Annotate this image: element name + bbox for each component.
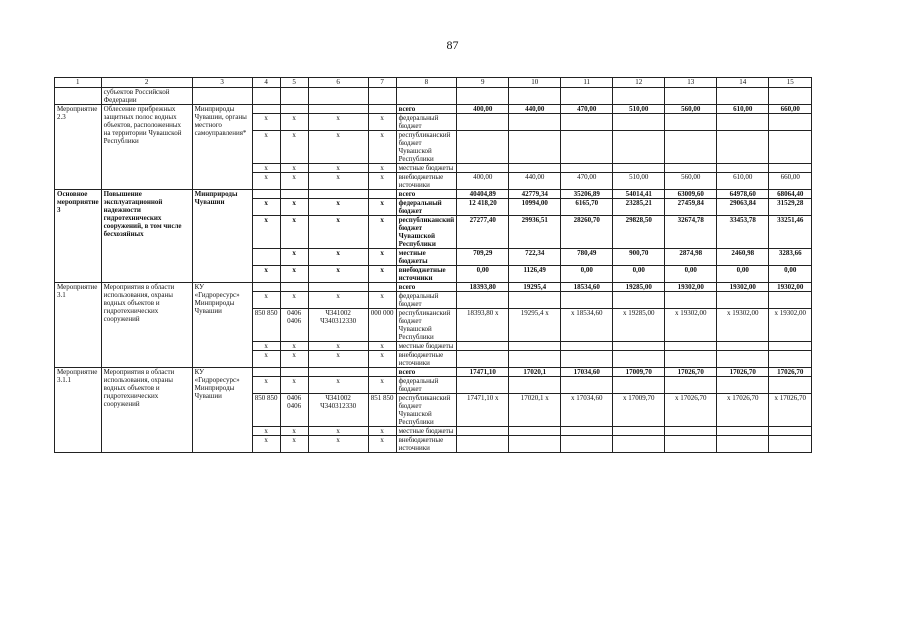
funding-source-cell: республиканский бюджет Чувашской Республики: [396, 309, 457, 342]
value-cell: 0,00: [769, 266, 812, 283]
code-cell: [252, 249, 280, 266]
code-cell: x: [252, 114, 280, 131]
value-cell: 18393,80: [457, 283, 509, 292]
value-cell: x 19285,00: [613, 309, 665, 342]
column-header: 7: [368, 78, 396, 88]
funding-source-cell: всего: [396, 368, 457, 377]
value-cell: 42779,34: [509, 190, 561, 199]
code-cell: 850 850: [252, 309, 280, 342]
value-cell: [457, 131, 509, 164]
funding-source-cell: местные бюджеты: [396, 164, 457, 173]
funding-source-cell: всего: [396, 283, 457, 292]
funding-source-cell: федеральный бюджет: [396, 292, 457, 309]
value-cell: [717, 292, 769, 309]
code-cell: x: [308, 114, 368, 131]
executor-cell: Минприроды Чувашии, органы местного самоуправления*: [192, 105, 252, 190]
code-cell: x: [252, 342, 280, 351]
code-cell: [252, 368, 280, 377]
code-cell: x: [308, 249, 368, 266]
code-cell: x: [280, 436, 308, 453]
value-cell: 17026,70: [717, 368, 769, 377]
empty-cell: [55, 88, 102, 105]
value-cell: [509, 114, 561, 131]
column-header: 2: [101, 78, 192, 88]
executor-cell: КУ «Гидроресурс» Минприроды Чувашии: [192, 283, 252, 368]
code-cell: [368, 368, 396, 377]
page-number: 87: [446, 38, 459, 52]
value-cell: 27277,40: [457, 216, 509, 249]
measure-name-cell: Облесение прибрежных защитных полос водных объектов, расположенных на территории Чувашской Республики: [101, 105, 192, 190]
value-cell: [561, 164, 613, 173]
value-cell: x 17026,70: [717, 394, 769, 427]
value-cell: 19302,00: [769, 283, 812, 292]
value-cell: [717, 114, 769, 131]
code-cell: x: [308, 427, 368, 436]
value-cell: [769, 436, 812, 453]
measure-label-cell: Мероприятие 3.1: [55, 283, 102, 368]
column-header: 4: [252, 78, 280, 88]
value-cell: [717, 351, 769, 368]
code-cell: x: [280, 199, 308, 216]
value-cell: 0,00: [613, 266, 665, 283]
value-cell: [457, 351, 509, 368]
code-cell: x: [368, 292, 396, 309]
value-cell: [769, 427, 812, 436]
code-cell: 0406 0406: [280, 309, 308, 342]
table-row: [55, 283, 812, 292]
value-cell: 17026,70: [769, 368, 812, 377]
value-cell: [613, 164, 665, 173]
measure-name-cell: Мероприятия в области использования, охраны водных объектов и гидротехнических сооружений: [101, 368, 192, 453]
code-cell: x: [308, 351, 368, 368]
code-cell: [252, 283, 280, 292]
code-cell: x: [280, 216, 308, 249]
value-cell: 17034,60: [561, 368, 613, 377]
empty-cell: [717, 88, 769, 105]
value-cell: 29063,84: [717, 199, 769, 216]
code-cell: x: [280, 292, 308, 309]
value-cell: 2460,98: [717, 249, 769, 266]
code-cell: x: [280, 131, 308, 164]
executor-cell: Минприроды Чувашии: [192, 190, 252, 283]
code-cell: [368, 283, 396, 292]
funding-source-cell: республиканский бюджет Чувашской Республики: [396, 216, 457, 249]
value-cell: 470,00: [561, 105, 613, 114]
value-cell: [717, 131, 769, 164]
code-cell: x: [368, 249, 396, 266]
code-cell: Ч341002 Ч340312330: [308, 309, 368, 342]
value-cell: 28260,70: [561, 216, 613, 249]
code-cell: x: [308, 131, 368, 164]
value-cell: 33453,78: [717, 216, 769, 249]
value-cell: 35206,89: [561, 190, 613, 199]
value-cell: 722,34: [509, 249, 561, 266]
value-cell: 660,00: [769, 173, 812, 190]
value-cell: 63009,60: [665, 190, 717, 199]
measure-label-cell: Мероприятие 2.3: [55, 105, 102, 190]
empty-cell: [396, 88, 457, 105]
value-cell: 64978,60: [717, 190, 769, 199]
measure-name-cell: Повышение эксплуатационной надежности гидротехнических сооружений, в том числе бесхозяйных: [101, 190, 192, 283]
value-cell: [717, 427, 769, 436]
value-cell: 400,00: [457, 105, 509, 114]
code-cell: x: [280, 351, 308, 368]
value-cell: 560,00: [665, 105, 717, 114]
value-cell: [561, 292, 613, 309]
value-cell: 19295,4 x: [509, 309, 561, 342]
code-cell: [280, 283, 308, 292]
value-cell: 440,00: [509, 173, 561, 190]
code-cell: x: [368, 131, 396, 164]
value-cell: 17026,70: [665, 368, 717, 377]
value-cell: 0,00: [665, 266, 717, 283]
value-cell: [665, 164, 717, 173]
column-header: 6: [308, 78, 368, 88]
value-cell: 6165,70: [561, 199, 613, 216]
code-cell: x: [280, 164, 308, 173]
column-header: 3: [192, 78, 252, 88]
value-cell: [769, 292, 812, 309]
value-cell: 440,00: [509, 105, 561, 114]
code-cell: x: [280, 114, 308, 131]
value-cell: [717, 164, 769, 173]
code-cell: x: [280, 377, 308, 394]
value-cell: [717, 342, 769, 351]
value-cell: 17471,10 x: [457, 394, 509, 427]
value-cell: [665, 436, 717, 453]
value-cell: [561, 342, 613, 351]
code-cell: x: [252, 199, 280, 216]
column-header: 8: [396, 78, 457, 88]
value-cell: [509, 164, 561, 173]
value-cell: [457, 377, 509, 394]
code-cell: x: [368, 173, 396, 190]
code-cell: x: [368, 377, 396, 394]
value-cell: 29828,50: [613, 216, 665, 249]
value-cell: 19285,00: [613, 283, 665, 292]
code-cell: x: [368, 266, 396, 283]
value-cell: [509, 351, 561, 368]
column-header: 15: [769, 78, 812, 88]
code-cell: x: [280, 173, 308, 190]
value-cell: [665, 292, 717, 309]
value-cell: [561, 427, 613, 436]
value-cell: [769, 342, 812, 351]
value-cell: 19295,4: [509, 283, 561, 292]
empty-cell: [280, 88, 308, 105]
value-cell: 31529,28: [769, 199, 812, 216]
value-cell: [665, 377, 717, 394]
code-cell: x: [252, 292, 280, 309]
value-cell: x 18534,60: [561, 309, 613, 342]
code-cell: Ч341002 Ч340312330: [308, 394, 368, 427]
value-cell: 660,00: [769, 105, 812, 114]
value-cell: 17471,10: [457, 368, 509, 377]
empty-cell: [613, 88, 665, 105]
code-cell: x: [252, 216, 280, 249]
funding-source-cell: местные бюджеты: [396, 249, 457, 266]
value-cell: 18534,60: [561, 283, 613, 292]
funding-source-cell: местные бюджеты: [396, 342, 457, 351]
empty-cell: [308, 88, 368, 105]
measure-name-cell: субъектов Российской Федерации: [101, 88, 192, 105]
code-cell: x: [308, 342, 368, 351]
value-cell: [457, 427, 509, 436]
code-cell: 850 850: [252, 394, 280, 427]
code-cell: x: [252, 131, 280, 164]
value-cell: [717, 436, 769, 453]
column-header: 10: [509, 78, 561, 88]
value-cell: 610,00: [717, 105, 769, 114]
value-cell: [613, 342, 665, 351]
value-cell: 29936,51: [509, 216, 561, 249]
code-cell: x: [252, 436, 280, 453]
value-cell: 1126,49: [509, 266, 561, 283]
value-cell: x 17026,70: [665, 394, 717, 427]
value-cell: 610,00: [717, 173, 769, 190]
value-cell: x 19302,00: [665, 309, 717, 342]
column-header: 14: [717, 78, 769, 88]
value-cell: [457, 164, 509, 173]
value-cell: 18393,80 x: [457, 309, 509, 342]
code-cell: [252, 105, 280, 114]
code-cell: x: [368, 342, 396, 351]
column-header: 9: [457, 78, 509, 88]
code-cell: x: [308, 216, 368, 249]
value-cell: [769, 131, 812, 164]
value-cell: [769, 351, 812, 368]
value-cell: [509, 131, 561, 164]
value-cell: [613, 377, 665, 394]
funding-source-cell: федеральный бюджет: [396, 377, 457, 394]
table-body: [55, 78, 812, 453]
code-cell: x: [308, 199, 368, 216]
measure-label-cell: Мероприятие 3.1.1: [55, 368, 102, 453]
value-cell: [457, 114, 509, 131]
code-cell: x: [368, 427, 396, 436]
code-cell: [308, 190, 368, 199]
executor-cell: КУ «Гидроресурс» Минприроды Чувашии: [192, 368, 252, 453]
funding-source-cell: всего: [396, 105, 457, 114]
value-cell: 3283,66: [769, 249, 812, 266]
value-cell: 12 418,20: [457, 199, 509, 216]
value-cell: 17009,70: [613, 368, 665, 377]
funding-source-cell: внебюджетные источники: [396, 436, 457, 453]
code-cell: x: [368, 436, 396, 453]
empty-cell: [368, 88, 396, 105]
value-cell: [561, 436, 613, 453]
table-row: [55, 190, 812, 199]
value-cell: [613, 131, 665, 164]
table-row: [55, 105, 812, 114]
value-cell: [509, 292, 561, 309]
funding-source-cell: федеральный бюджет: [396, 199, 457, 216]
value-cell: [769, 377, 812, 394]
code-cell: x: [368, 351, 396, 368]
funding-source-cell: местные бюджеты: [396, 427, 457, 436]
code-cell: x: [252, 173, 280, 190]
value-cell: [613, 114, 665, 131]
code-cell: x: [252, 377, 280, 394]
table-row: [55, 368, 812, 377]
funding-source-cell: республиканский бюджет Чувашской Республики: [396, 394, 457, 427]
code-cell: 000 000: [368, 309, 396, 342]
value-cell: [509, 427, 561, 436]
code-cell: 0406 0406: [280, 394, 308, 427]
value-cell: [665, 114, 717, 131]
budget-table: [54, 77, 812, 453]
code-cell: x: [308, 436, 368, 453]
value-cell: 560,00: [665, 173, 717, 190]
funding-source-cell: всего: [396, 190, 457, 199]
code-cell: x: [368, 164, 396, 173]
value-cell: 900,70: [613, 249, 665, 266]
header-row: [55, 78, 812, 88]
value-cell: [509, 377, 561, 394]
value-cell: [665, 131, 717, 164]
value-cell: 0,00: [457, 266, 509, 283]
code-cell: x: [308, 266, 368, 283]
value-cell: [457, 436, 509, 453]
value-cell: 40404,89: [457, 190, 509, 199]
value-cell: x 17026,70: [769, 394, 812, 427]
code-cell: [280, 105, 308, 114]
funding-source-cell: внебюджетные источники: [396, 266, 457, 283]
value-cell: 709,29: [457, 249, 509, 266]
code-cell: [368, 190, 396, 199]
measure-name-cell: Мероприятия в области использования, охраны водных объектов и гидротехнических сооружений: [101, 283, 192, 368]
funding-source-cell: республиканский бюджет Чувашской Республики: [396, 131, 457, 164]
value-cell: 400,00: [457, 173, 509, 190]
value-cell: 780,49: [561, 249, 613, 266]
value-cell: [561, 131, 613, 164]
code-cell: x: [308, 173, 368, 190]
value-cell: 27459,84: [665, 199, 717, 216]
value-cell: 32674,78: [665, 216, 717, 249]
value-cell: [561, 377, 613, 394]
code-cell: x: [308, 292, 368, 309]
column-header: 1: [55, 78, 102, 88]
value-cell: [561, 351, 613, 368]
empty-cell: [509, 88, 561, 105]
column-header: 11: [561, 78, 613, 88]
code-cell: [308, 105, 368, 114]
code-cell: x: [368, 216, 396, 249]
value-cell: 10994,00: [509, 199, 561, 216]
code-cell: x: [252, 427, 280, 436]
code-cell: [252, 190, 280, 199]
value-cell: [457, 342, 509, 351]
funding-source-cell: внебюджетные источники: [396, 173, 457, 190]
empty-cell: [769, 88, 812, 105]
value-cell: 510,00: [613, 173, 665, 190]
value-cell: [509, 436, 561, 453]
empty-cell: [561, 88, 613, 105]
value-cell: [717, 377, 769, 394]
empty-cell: [665, 88, 717, 105]
value-cell: [665, 351, 717, 368]
value-cell: [613, 292, 665, 309]
value-cell: [613, 427, 665, 436]
code-cell: 851 850: [368, 394, 396, 427]
funding-source-cell: федеральный бюджет: [396, 114, 457, 131]
empty-cell: [252, 88, 280, 105]
measure-label-cell: Основное мероприятие 3: [55, 190, 102, 283]
value-cell: 470,00: [561, 173, 613, 190]
empty-cell: [457, 88, 509, 105]
value-cell: [665, 427, 717, 436]
value-cell: 0,00: [561, 266, 613, 283]
value-cell: [509, 342, 561, 351]
funding-source-cell: внебюджетные источники: [396, 351, 457, 368]
value-cell: [769, 164, 812, 173]
code-cell: [280, 368, 308, 377]
value-cell: 19302,00: [665, 283, 717, 292]
continuation-row: [55, 88, 812, 105]
value-cell: [561, 114, 613, 131]
value-cell: 19302,00: [717, 283, 769, 292]
value-cell: x 17034,60: [561, 394, 613, 427]
value-cell: 68064,40: [769, 190, 812, 199]
code-cell: [308, 283, 368, 292]
code-cell: x: [368, 199, 396, 216]
code-cell: x: [280, 342, 308, 351]
value-cell: 17020,1: [509, 368, 561, 377]
code-cell: x: [280, 427, 308, 436]
value-cell: x 19302,00: [717, 309, 769, 342]
column-header: 5: [280, 78, 308, 88]
code-cell: x: [280, 249, 308, 266]
value-cell: [665, 342, 717, 351]
code-cell: x: [252, 266, 280, 283]
value-cell: [613, 436, 665, 453]
empty-cell: [192, 88, 252, 105]
code-cell: x: [252, 351, 280, 368]
value-cell: 0,00: [717, 266, 769, 283]
code-cell: x: [280, 266, 308, 283]
code-cell: x: [252, 164, 280, 173]
code-cell: [308, 368, 368, 377]
code-cell: x: [368, 114, 396, 131]
value-cell: 33251,46: [769, 216, 812, 249]
value-cell: [457, 292, 509, 309]
value-cell: 23285,21: [613, 199, 665, 216]
column-header: 12: [613, 78, 665, 88]
value-cell: 54014,41: [613, 190, 665, 199]
value-cell: 17020,1 x: [509, 394, 561, 427]
value-cell: 510,00: [613, 105, 665, 114]
code-cell: [368, 105, 396, 114]
value-cell: [613, 351, 665, 368]
value-cell: 2874,98: [665, 249, 717, 266]
code-cell: x: [308, 164, 368, 173]
code-cell: x: [308, 377, 368, 394]
code-cell: [280, 190, 308, 199]
column-header: 13: [665, 78, 717, 88]
value-cell: x 19302,00: [769, 309, 812, 342]
value-cell: [769, 114, 812, 131]
value-cell: x 17009,70: [613, 394, 665, 427]
